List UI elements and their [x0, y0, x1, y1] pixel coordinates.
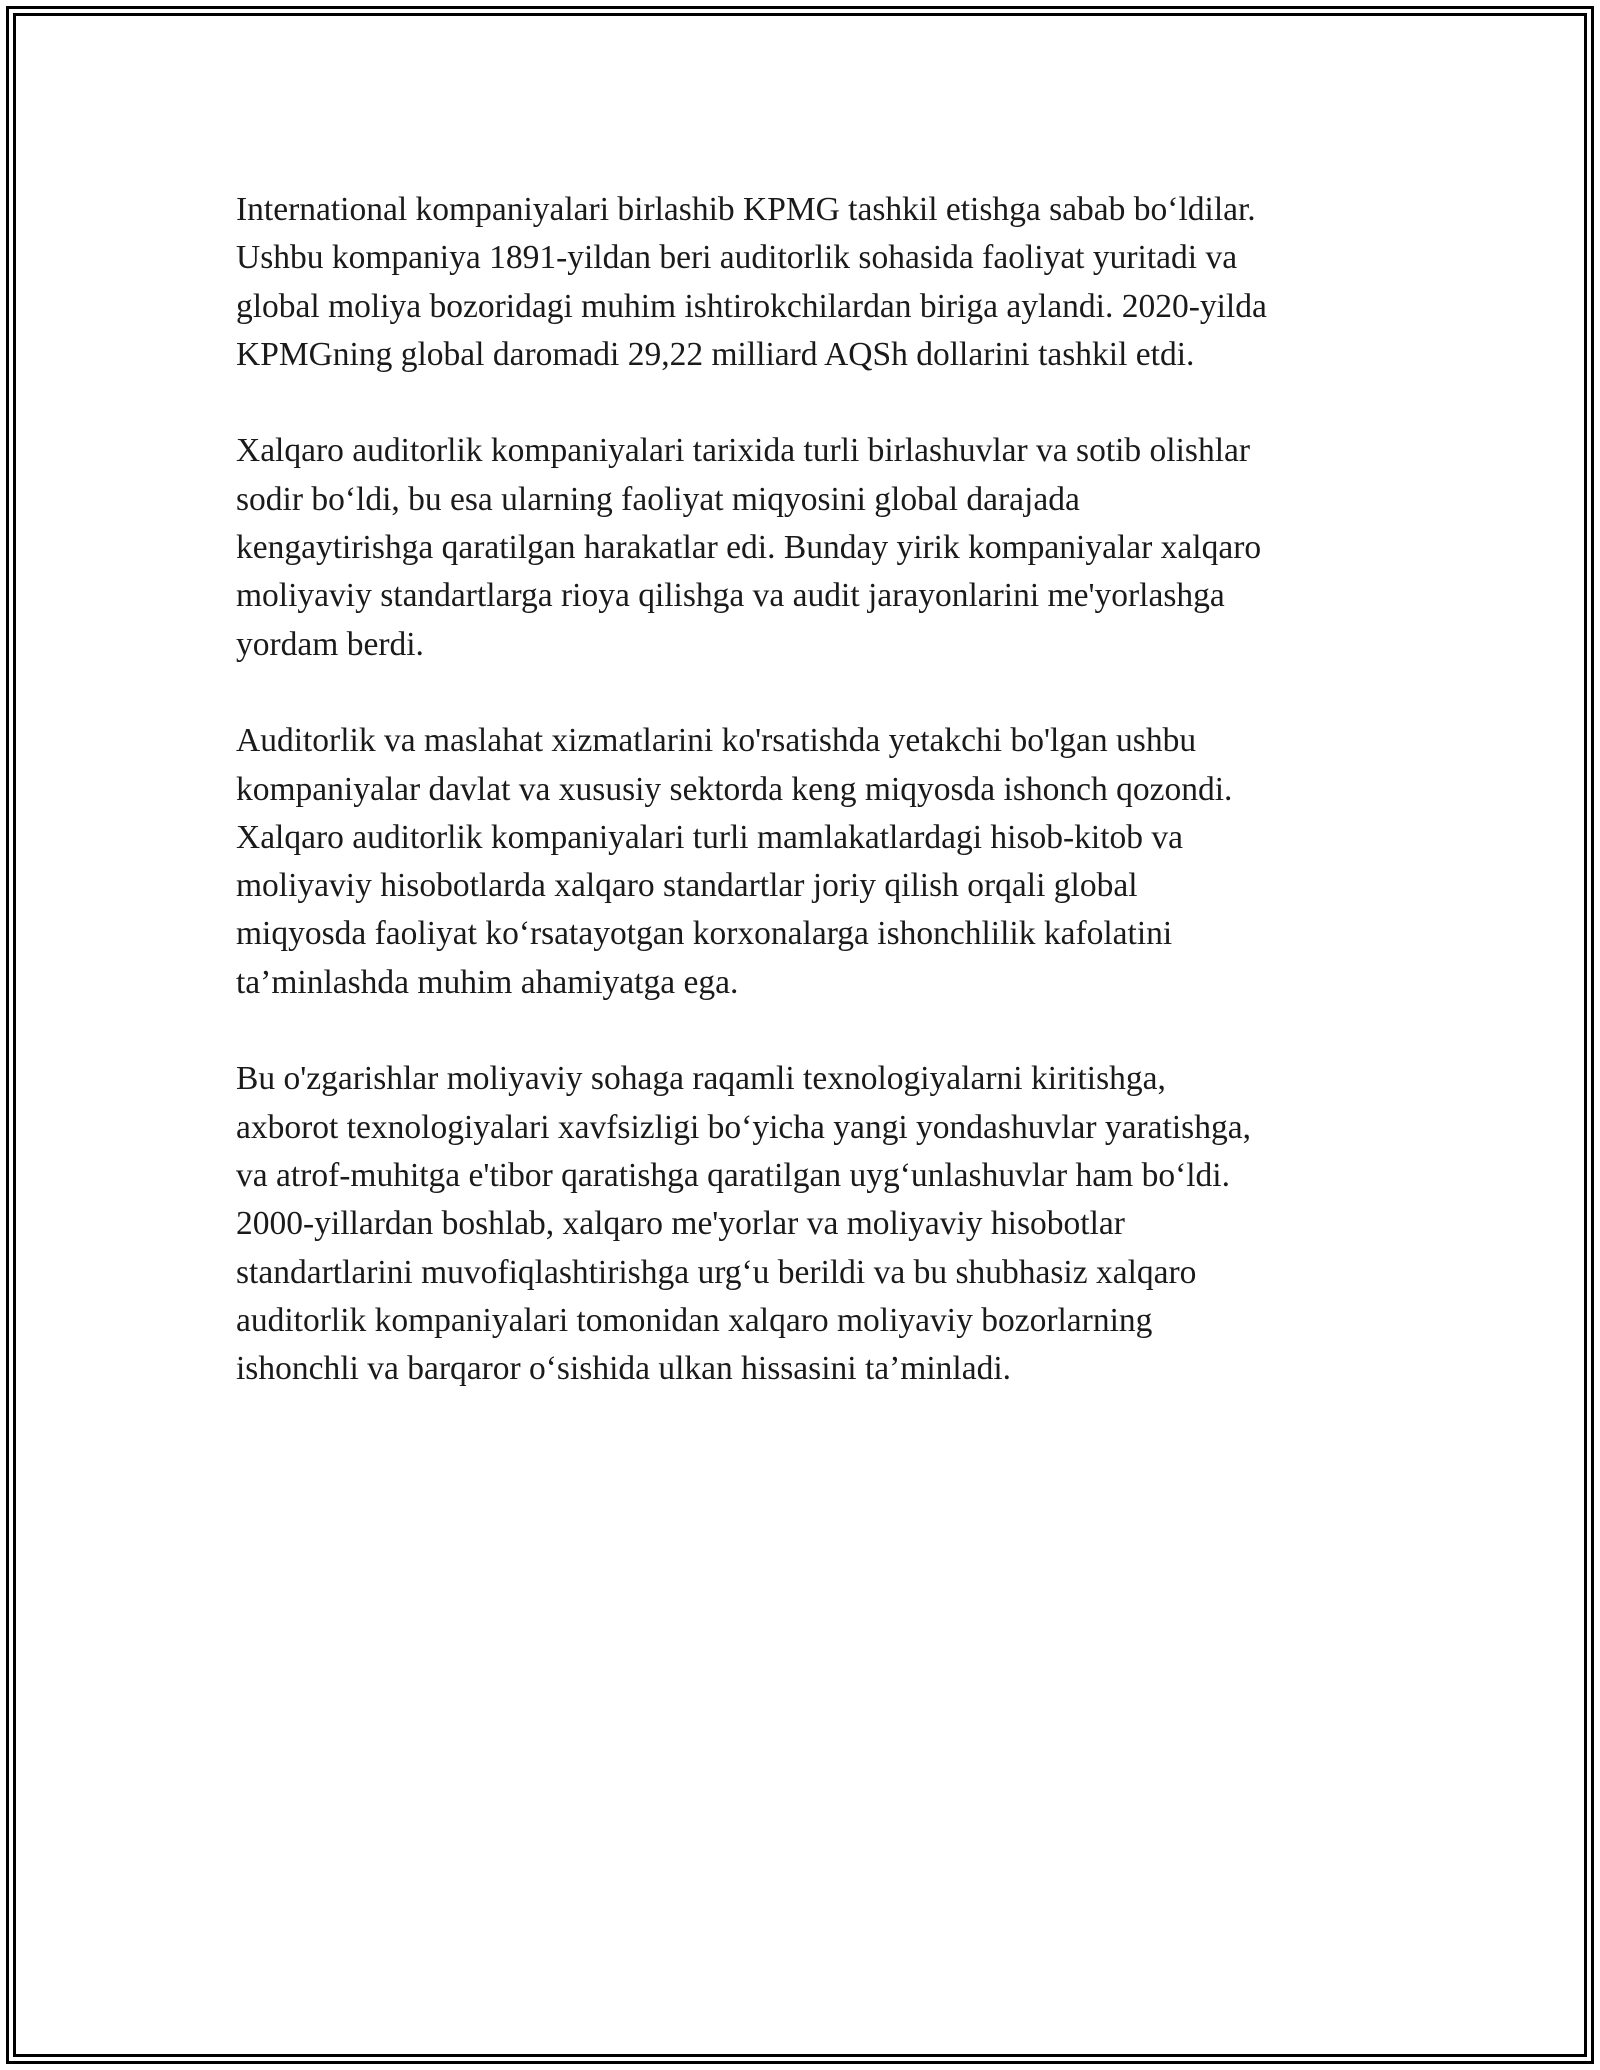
- text-line: auditorlik kompaniyalari tomonidan xalqaro moliyaviy bozorlarning: [236, 1301, 1153, 1339]
- paragraph-3: [236, 717, 1386, 1007]
- text-line: Xalqaro auditorlik kompaniyalari tarixida turli birlashuvlar va sotib olishlar: [236, 432, 1251, 470]
- text-line: ta’minlashda muhim ahamiyatga ega.: [236, 963, 739, 1001]
- text-line: International kompaniyalari birlashib KPMG tashkil etishga sabab bo‘ldilar.: [236, 191, 1256, 228]
- text-line: va atrof-muhitga e'tibor qaratishga qaratilgan uyg‘unlashuvlar ham bo‘ldi.: [236, 1156, 1230, 1194]
- paragraph-2: [236, 427, 1386, 668]
- text-line: kompaniyalar davlat va xususiy sektorda keng miqyosda ishonch qozondi.: [236, 770, 1233, 808]
- text-line: sodir bo‘ldi, bu esa ularning faoliyat miqyosini global darajada: [236, 480, 1080, 518]
- paragraph-4: [236, 1055, 1386, 1393]
- text-line: Ushbu kompaniya 1891-yildan beri auditorlik sohasida faoliyat yuritadi va: [236, 239, 1238, 277]
- text-line: kengaytirishga qaratilgan harakatlar edi. Bunday yirik kompaniyalar xalqaro: [236, 529, 1262, 567]
- text-line: moliyaviy hisobotlarda xalqaro standartlar joriy qilish orqali global: [236, 867, 1138, 905]
- text-line: Auditorlik va maslahat xizmatlarini ko'rsatishda yetakchi bo'lgan ushbu: [236, 722, 1197, 760]
- text-line: standartlarini muvofiqlashtirishga urg‘u berildi va bu shubhasiz xalqaro: [236, 1253, 1197, 1291]
- text-line: Xalqaro auditorlik kompaniyalari turli mamlakatlardagi hisob-kitob va: [236, 818, 1184, 856]
- text-line: miqyosda faoliyat ko‘rsatayotgan korxonalarga ishonchlilik kafolatini: [236, 915, 1173, 953]
- document-body: [236, 186, 1386, 1442]
- text-line: moliyaviy standartlarga rioya qilishga va audit jarayonlarini me'yorlashga: [236, 577, 1225, 615]
- text-line: KPMGning global daromadi 29,22 milliard AQSh dollarini tashkil etdi.: [236, 335, 1195, 373]
- text-line: Bu o'zgarishlar moliyaviy sohaga raqamli texnologiyalarni kiritishga,: [236, 1060, 1166, 1098]
- text-line: global moliya bozoridagi muhim ishtirokchilardan biriga aylandi. 2020-yilda: [236, 287, 1267, 325]
- text-line: ishonchli va barqaror o‘sishida ulkan hissasini ta’minladi.: [236, 1350, 1011, 1388]
- text-line: axborot texnologiyalari xavfsizligi bo‘yicha yangi yondashuvlar yaratishga,: [236, 1108, 1251, 1146]
- text-line: 2000-yillardan boshlab, xalqaro me'yorlar va moliyaviy hisobotlar: [236, 1205, 1125, 1243]
- text-line: yordam berdi.: [236, 625, 424, 663]
- paragraph-1: [236, 186, 1386, 379]
